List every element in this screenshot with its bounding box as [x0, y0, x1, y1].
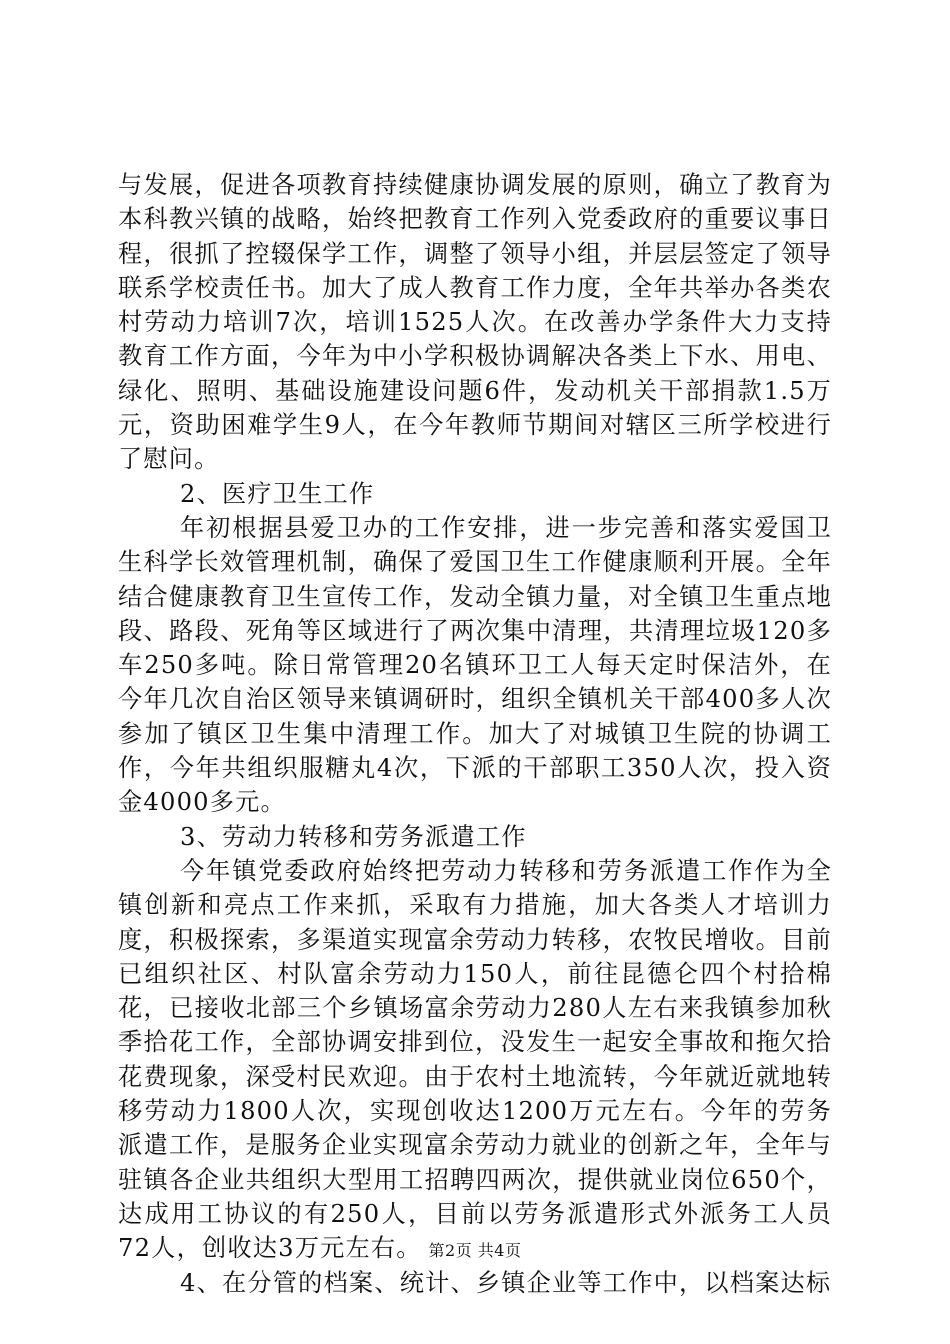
document-body	[118, 168, 832, 1300]
section-heading-archives: 4、在分管的档案、统计、乡镇企业等工作中，以档案达标	[180, 1268, 832, 1297]
section-heading-medical: 2、医疗卫生工作	[180, 479, 375, 508]
section-heading-labor: 3、劳动力转移和劳务派遣工作	[180, 822, 527, 851]
paragraph-labor: 今年镇党委政府始终把劳动力转移和劳务派遣工作作为全镇创新和亮点工作来抓，采取有力措施，加大各类人才培训力度，积极探索，多渠道实现富余劳动力转移，农牧民增收。目前已组织社区、村队富余劳动力150人，前往昆德仑四个村拾棉花，已接收北部三个乡镇场富余劳动力280人左右来我镇参加秋季拾花工作，全部协调安排到位，没发生一起安全事故和拖欠拾花费现象，深受村民欢迎。由于农村土地流转，今年就近就地转移劳动力1800人次，实现创收达1200万元左右。今年的劳务派遣工作，是服务企业实现富余劳动力就业的创新之年，全年与驻镇各企业共组织大型用工招聘四两次，提供就业岗位650个，达成用工协议的有250人，目前以劳务派遣形式外派务工人员72人，创收达3万元左右。	[118, 856, 832, 1263]
paragraph-education-continuation: 与发展，促进各项教育持续健康协调发展的原则，确立了教育为本科教兴镇的战略，始终把教育工作列入党委政府的重要议事日程，很抓了控辍保学工作，调整了领导小组，并层层签定了领导联系学校责任书。加大了成人教育工作力度，全年共举办各类农村劳动力培训7次，培训1525人次。在改善办学条件大力支持教育工作方面，今年为中小学积极协调解决各类上下水、用电、绿化、照明、基础设施建设问题6件，发动机关干部捐款1.5万元，资助困难学生9人，在今年教师节期间对辖区三所学校进行了慰问。	[118, 171, 832, 474]
page-footer: 第2页 共4页	[428, 1241, 522, 1260]
paragraph-medical: 年初根据县爱卫办的工作安排，进一步完善和落实爱国卫生科学长效管理机制，确保了爱国卫生工作健康顺利开展。全年结合健康教育卫生宣传工作，发动全镇力量，对全镇卫生重点地段、路段、死角等区域进行了两次集中清理，共清理垃圾120多车250多吨。除日常管理20名镇环卫工人每天定时保洁外，在今年几次自治区领导来镇调研时，组织全镇机关干部400多人次参加了镇区卫生集中清理工作。加大了对城镇卫生院的协调工作，今年共组织服糖丸4次，下派的干部职工350人次，投入资金4000多元。	[118, 513, 832, 817]
